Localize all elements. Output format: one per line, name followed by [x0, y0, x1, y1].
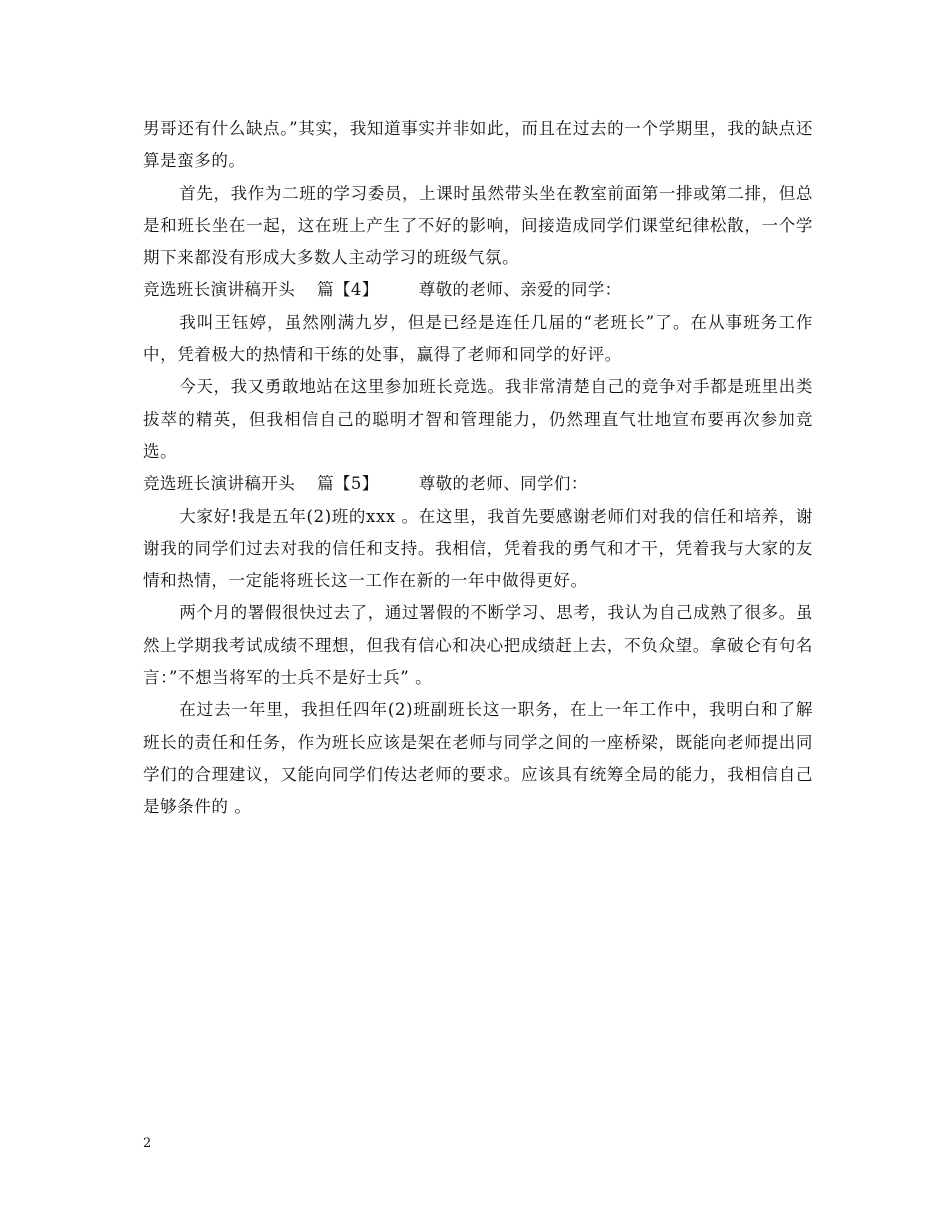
section-heading [143, 468, 813, 500]
section-heading [143, 274, 813, 306]
paragraph: 两个月的署假很快过去了，通过署假的不断学习、思考，我认为自己成熟了很多。虽然上学期我考试成绩不理想，但我有信心和决心把成绩赶上去，不负众望。拿破仑有句名言：”不想当将军的士兵不是好士兵” 。 [143, 603, 813, 688]
section-number: 篇【4】 [317, 280, 379, 300]
section-number: 篇【5】 [317, 474, 379, 494]
paragraph: 大家好!我是五年(2)班的xxx 。在这里，我首先要感谢老师们对我的信任和培养，谢谢我的同学们过去对我的信任和支持。我相信，凭着我的勇气和才干，凭着我与大家的友情和热情，一定能将班长这一工作在新的一年中做得更好。 [143, 506, 813, 591]
page-number: 2 [143, 1136, 152, 1151]
section-greeting: 尊敬的老师、同学们： [418, 474, 588, 494]
section-greeting: 尊敬的老师、亲爱的同学： [418, 280, 622, 300]
section-title: 竞选班长演讲稿开头 [143, 474, 296, 494]
paragraph: 在过去一年里，我担任四年(2)班副班长这一职务，在上一年工作中，我明白和了解班长的责任和任务，作为班长应该是架在老师与同学之间的一座桥梁，既能向老师提出同学们的合理建议，又能向同学们传达老师的要求。应该具有统筹全局的能力，我相信自己是够条件的 。 [143, 700, 813, 817]
paragraph: 男哥还有什么缺点。”其实，我知道事实并非如此，而且在过去的一个学期里，我的缺点还算是蛮多的。 [143, 119, 813, 171]
paragraph: 我叫王钰婷，虽然刚满九岁，但是已经是连任几届的“老班长”了。在从事班务工作中，凭着极大的热情和干练的处事，赢得了老师和同学的好评。 [143, 312, 813, 365]
paragraph: 今天，我又勇敢地站在这里参加班长竞选。我非常清楚自己的竞争对手都是班里出类拔萃的精英，但我相信自己的聪明才智和管理能力，仍然理直气壮地宣布要再次参加竞选。 [143, 377, 813, 461]
section-title: 竞选班长演讲稿开头 [143, 280, 296, 300]
document-body [143, 113, 813, 824]
paragraph: 首先，我作为二班的学习委员，上课时虽然带头坐在教室前面第一排或第二排，但总是和班长坐在一起，这在班上产生了不好的影响，间接造成同学们课堂纪律松散，一个学期下来都没有形成大多数人主动学习的班级气氛。 [143, 183, 813, 268]
